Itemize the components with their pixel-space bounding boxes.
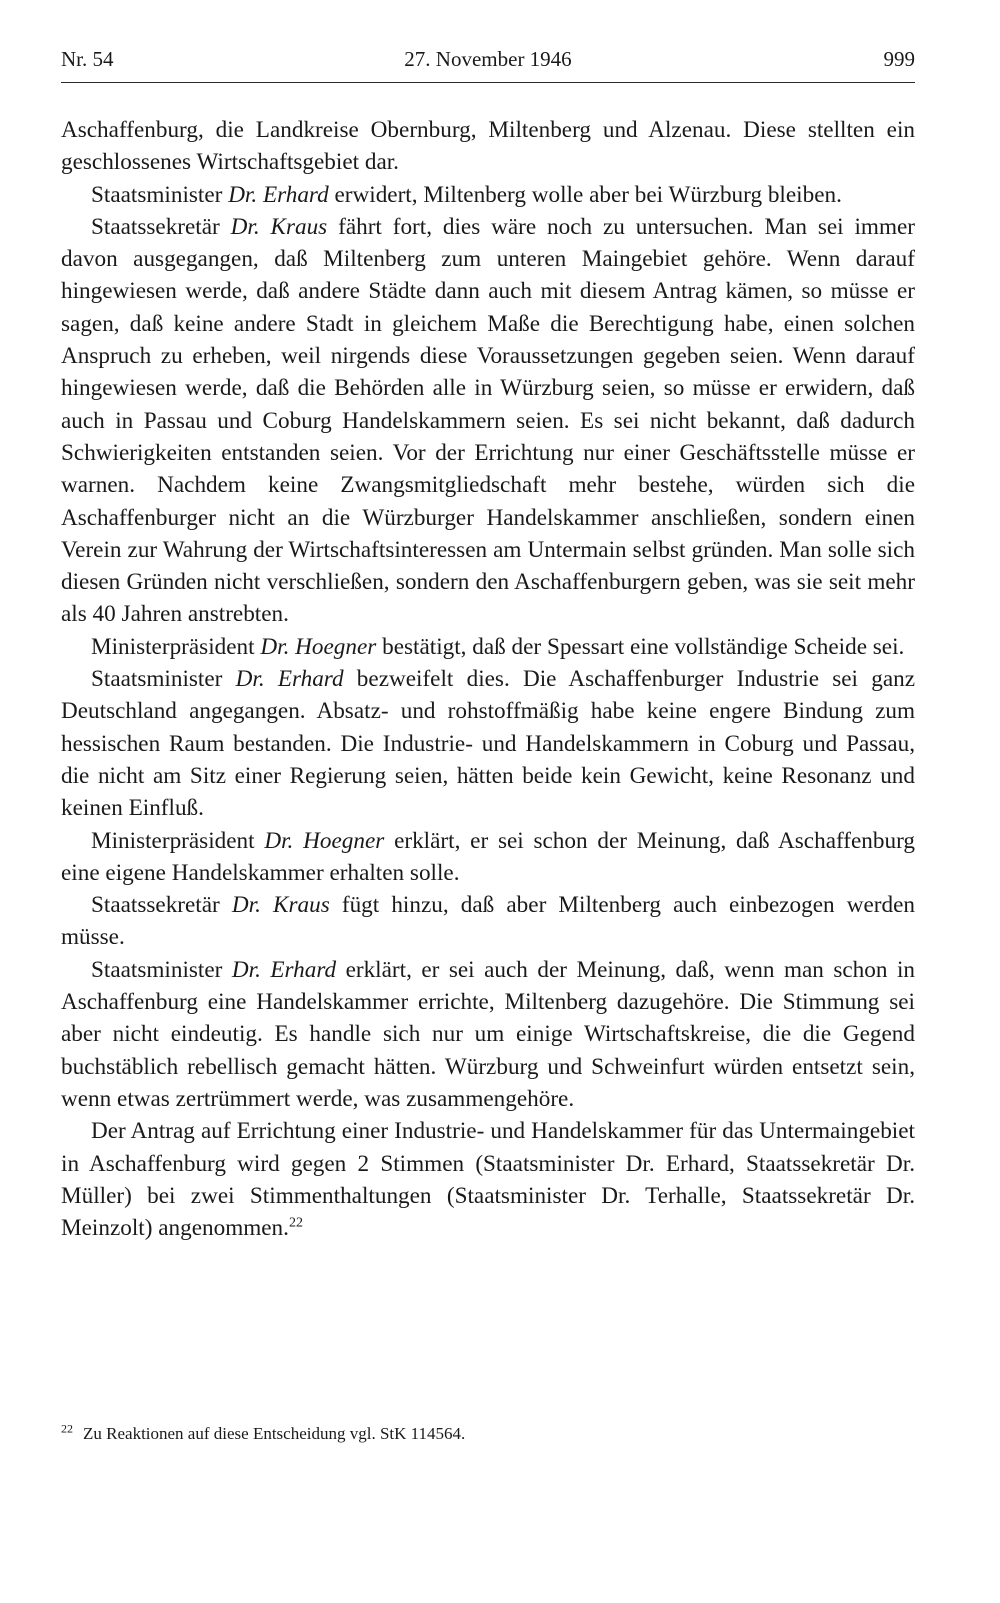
paragraph [61,825,915,890]
paragraph [61,889,915,954]
text-run: Ministerpräsident [91,827,265,854]
running-head [61,44,915,74]
text-run: fährt fort, dies wäre noch zu untersuchen. Man sei immer davon ausgegangen, daß Miltenberg zum unteren Maingebiet gehöre. Wenn darauf hingewiesen werde, daß andere Städte dann auch mit diesem Antrag kämen, so müsse er sagen, daß keine andere Stadt in gleichem Maße die Berechtigung habe, einen solchen Anspruch zu erheben, weil nirgends diese Voraussetzungen gegeben seien. Wenn darauf hingewiesen werde, daß die Behörden alle in Würzburg seien, so müsse er erwidern, daß auch in Passau und Coburg Handelskammern seien. Es sei nicht bekannt, daß dadurch Schwierigkeiten entstanden seien. Vor der Errichtung nur einer Geschäftsstelle müsse er warnen. Nachdem keine Zwangsmitgliedschaft mehr bestehe, würden sich die Aschaffenburger nicht an die Würzburger Handelskammer anschließen, sondern einen Verein zur Wahrung der Wirtschaftsinteressen am Untermain selbst gründen. Man solle sich diesen Gründen nicht verschließen, sondern den Aschaffenburgern geben, was sie seit mehr als 40 Jahren anstrebten. [61,213,915,628]
speaker-name: Dr. Kraus [231,892,330,919]
text-run: Der Antrag auf Errichtung einer Industrie- und Handelskammer für das Untermaingebiet in Aschaffenburg wird gegen 2 Stimmen (Staatsminister Dr. Erhard, Staatssekretär Dr. Müller) bei zwei Stimmenthaltungen (Staatsminister Dr. Terhalle, Staatssekretär Dr. Meinzolt) angenommen. [61,1118,915,1242]
text-run: Staatsminister [91,956,232,983]
issue-number: Nr. 54 [61,47,114,71]
text-run: Staatssekretär [91,892,232,919]
paragraph [61,663,915,824]
paragraph [61,631,915,663]
text-run: Staatsminister [91,666,236,693]
paragraph [61,179,915,211]
paragraph [61,954,915,1115]
speaker-name: Dr. Erhard [235,666,344,693]
text-run: erklärt, er sei schon der Meinung, daß Aschaffenburg eine eigene Handelskammer erhalten solle. [61,827,915,886]
speaker-name: Dr. Erhard [231,956,337,983]
footnote-number: 22 [61,1421,73,1436]
text-run: Ministerpräsident [91,633,261,660]
speaker-name: Dr. Hoegner [260,633,377,660]
speaker-name: Dr. Kraus [230,213,328,240]
header-date: 27. November 1946 [404,47,572,71]
text-run: fügt hinzu, daß aber Miltenberg auch einbezogen werden müsse. [61,892,915,951]
footnote-text: Zu Reaktionen auf diese Entscheidung vgl. StK 114564. [83,1424,466,1443]
speaker-name: Dr. Erhard [228,181,329,208]
page-number: 999 [883,47,915,71]
paragraph [61,211,915,631]
text-run: erwidert, Miltenberg wolle aber bei Würzburg bleiben. [328,181,842,208]
body-text [61,114,915,1244]
text-run: Staatsminister [91,181,229,208]
header-rule [61,82,915,83]
text-run: bestätigt, daß der Spessart eine vollständige Scheide sei. [376,633,905,660]
page [61,44,915,1244]
paragraph [61,1115,915,1244]
paragraph [61,114,915,179]
text-run: Aschaffenburg, die Landkreise Obernburg, Miltenberg und Alzenau. Diese stellten ein geschlossenes Wirtschaftsgebiet dar. [61,117,915,176]
text-run: erklärt, er sei auch der Meinung, daß, wenn man schon in Aschaffenburg eine Handelskammer errichte, Miltenberg dazugehöre. Die Stimmung sei aber nicht eindeutig. Es handle sich nur um einige Wirtschaftskreise, die die Gegend buchstäblich rebellisch gemacht hätten. Würzburg und Schweinfurt würden entsetzt sein, wenn etwas zertrümmert werde, was zusammengehöre. [61,956,915,1112]
footnotes [61,1422,915,1446]
speaker-name: Dr. Hoegner [264,827,385,854]
text-run: Staatssekretär [91,213,231,240]
text-run: bezweifelt dies. Die Aschaffenburger Industrie sei ganz Deutschland angegangen. Absatz- und rohstoffmäßig habe keine engere Bindung zum hessischen Raum bestanden. Die Industrie- und Handelskammern in Coburg und Passau, die nicht am Sitz einer Regierung seien, hätten beide kein Gewicht, keine Resonanz und keinen Einfluß. [61,666,916,822]
footnote-22 [61,1422,915,1446]
footnote-reference: 22 [288,1215,303,1231]
